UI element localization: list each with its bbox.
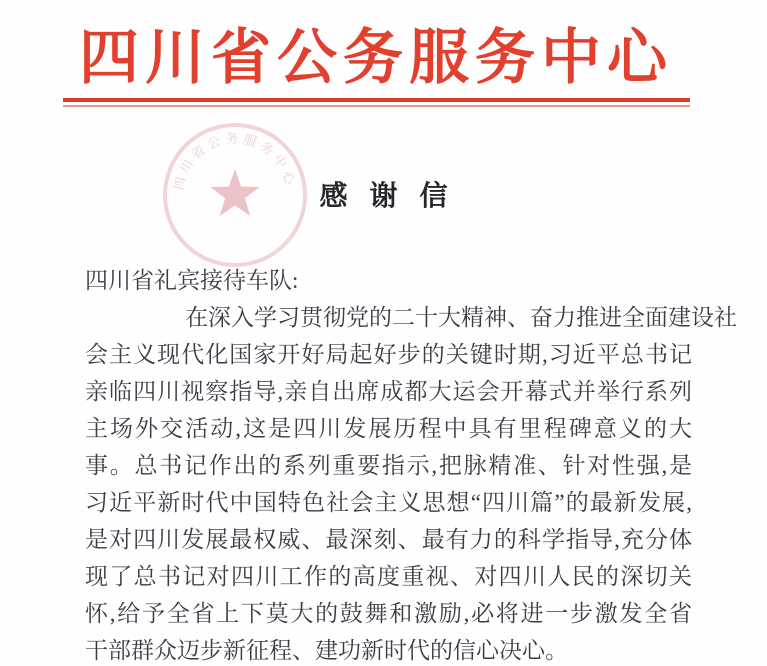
body-closing-line: 干部群众迈步新征程、建功新时代的信心决心。 xyxy=(85,638,568,663)
divider-thin-line xyxy=(63,105,690,107)
letter-body xyxy=(85,262,737,666)
body-line: 怀,给予全省上下莫大的鼓舞和激励,必将进一步激发全省 xyxy=(85,601,692,626)
body-line: 主场外交活动,这是四川发展历程中具有里程碑意义的大 xyxy=(85,416,692,441)
body-line: 会主义现代化国家开好局起好步的关键时期,习近平总书记 xyxy=(85,342,692,367)
body-line: 现了总书记对四川工作的高度重视、对四川人民的深切关 xyxy=(85,564,692,589)
letterhead-org-name: 四川省公务服务中心 xyxy=(79,25,673,91)
body-line: 习近平新时代中国特色社会主义思想“四川篇”的最新发展, xyxy=(85,490,692,515)
body-line: 亲临四川视察指导,亲自出席成都大运会开幕式并举行系列 xyxy=(85,379,692,404)
body-line: 在深入学习贯彻党的二十大精神、奋力推进全面建设社 xyxy=(185,305,737,330)
body-line: 是对四川发展最权威、最深刻、最有力的科学指导,充分体 xyxy=(85,527,692,552)
letterhead-divider xyxy=(63,98,690,107)
body-line: 事。总书记作出的系列重要指示,把脉精准、针对性强,是 xyxy=(85,453,692,478)
letterhead xyxy=(60,26,692,90)
divider-thick-line xyxy=(63,98,690,102)
seal-ring-text: 四川省公务服务中心 xyxy=(170,130,299,192)
letter-title: 感谢信 xyxy=(319,181,470,212)
body-salutation: 四川省礼宾接待车队: xyxy=(85,268,299,293)
